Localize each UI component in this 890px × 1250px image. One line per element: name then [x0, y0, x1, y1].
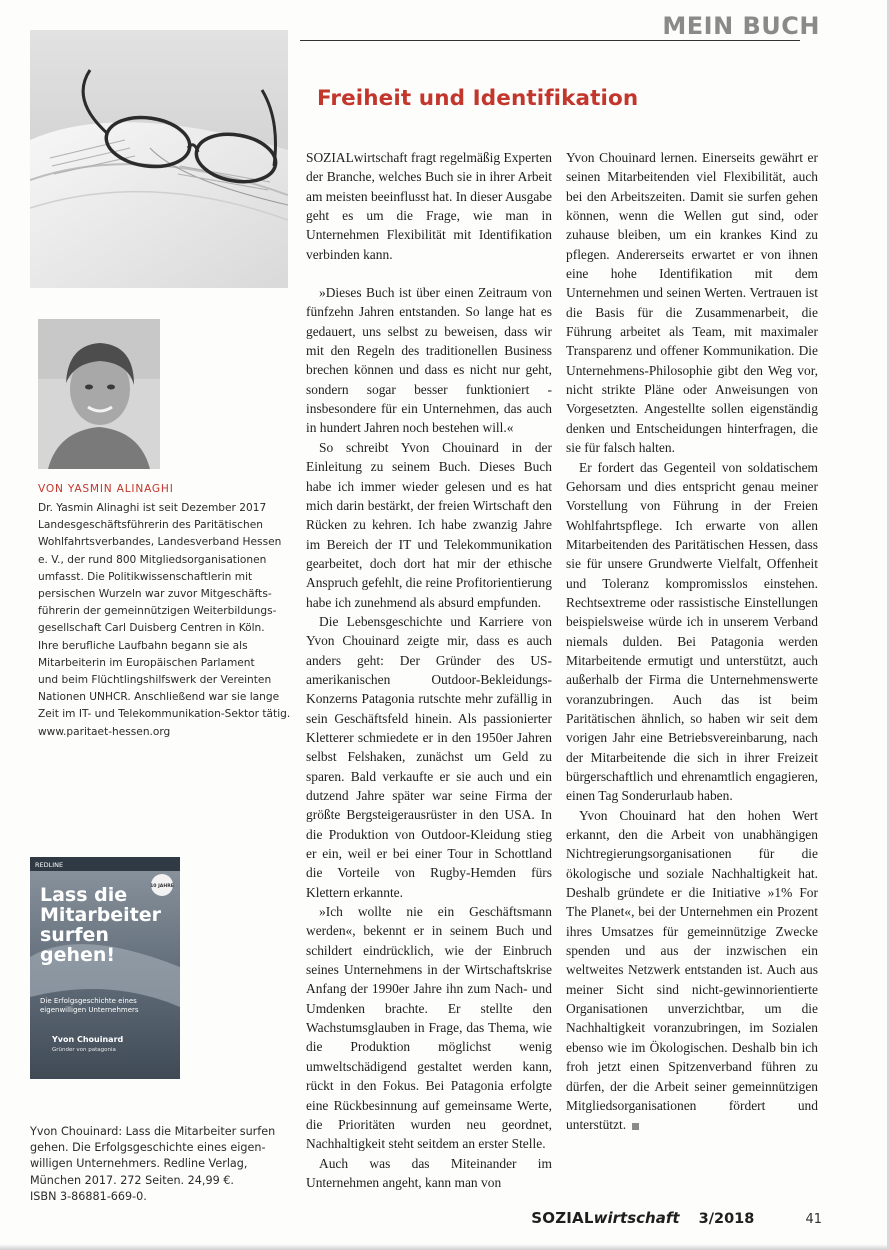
- author-bio-line: e. V., der rund 800 Mitgliedsorganisationen: [38, 553, 267, 566]
- author-bio-line: Dr. Yasmin Alinaghi ist seit Dezember 2017: [38, 502, 267, 514]
- cover-subtitle-line: eigenwilligen Unternehmers: [40, 1006, 139, 1014]
- portrait-illustration: [38, 319, 160, 469]
- header-rule: [300, 40, 800, 41]
- author-bio-line: gesellschaft Carl Duisberg Centren in Köln.: [38, 622, 265, 635]
- page-footer: [531, 1208, 822, 1227]
- author-bio-line: Ihre berufliche Laufbahn begann sie als: [38, 639, 248, 652]
- book-caption-line: München 2017. 272 Seiten. 24,99 €.: [30, 1173, 234, 1187]
- book-caption: [30, 1124, 290, 1205]
- book-caption-line: ISBN 3-86881-669-0.: [30, 1189, 147, 1203]
- author-bio: [38, 500, 298, 741]
- book-cover-illustration: [30, 857, 180, 1079]
- cover-title-line: gehen!: [40, 944, 116, 966]
- author-bio-line: Zeit im IT- und Telekommunikation-Sektor tätig.: [38, 708, 291, 721]
- author-bio-line: Mitarbeiterin im Europäischen Parlament: [38, 656, 255, 669]
- article-paragraph: Yvon Chouinard hat den hohen Wert erkannt, den die Arbeit von unabhängigen Nichtregierungsorganisationen für die ökologische und soziale Nachhaltigkeit hat. Deshalb gründete er die Initiative »1% For The Planet«, bei der Unternehmen ein Prozent ihres Umsatzes für gemeinnützige Zwecke spenden und aus der inzwischen ein weltweites Netzwerk entstanden ist. Auch aus meiner Sicht sind nicht-gewinnorientierte Organisationen unverzichtbar, um die Nachhaltigkeit voranzubringen, im Sozialen ebenso wie im Ökologischen. Deshalb bin ich froh jetzt einen Spitzenverband führen zu dürfen, der die Arbeit seiner gemeinnützigen Mitgliedsorganisationen fördert und unterstützt.: [566, 807, 818, 1133]
- cover-author: Yvon Chouinard: [52, 1035, 124, 1044]
- article-paragraph: »Ich wollte nie ein Geschäftsmann werden«, bekennt er in seinem Buch und schildert eindrücklich, wie der Einbruch seines Unternehmens in der Wirtschaftskrise Anfang der 1990er Jahre ihn zum Nach- und Umdenken brachte. Er stellte den Wachstumsglauben in Frage, das Thema, wie die Produktion möglichst wenig umweltschädigend gestaltet werden kann, rückt in den Fokus. Bei Patagonia erfolgte eine Rückbesinnung auf gemeinsame Werte, die Prioritäten wurden neu geordnet, Nachhaltigkeit steht seitdem an erster Stelle.: [306, 904, 552, 1152]
- article-paragraph: »Dieses Buch ist über einen Zeitraum von fünfzehn Jahren entstanden. So lange hat es gedauert, uns selbst zu beweisen, dass wir mit den Regeln des traditionellen Business brechen können und dass es nicht nur geht, sondern sogar besser funktioniert - insbesondere für ein Unternehmen, das auch in hundert Jahren noch bestehen will.«: [306, 285, 552, 436]
- end-of-article-square-icon: [632, 1123, 639, 1130]
- section-label: MEIN BUCH: [662, 12, 820, 40]
- book-caption-line: gehen. Die Erfolgsgeschichte eines eigen-: [30, 1141, 266, 1155]
- article-paragraph: So schreibt Yvon Chouinard in der Einleitung zu seinem Buch. Dieses Buch habe ich immer wieder gelesen und es hat mich darin bestärkt, der freien Wirtschaft den Rücken zu kehren. Ich habe zwanzig Jahre im Bereich der IT und Telekommunikation gearbeitet, doch dort hat mir der ethische Anspruch gefehlt, die reine Profitorientierung habe ich zunehmend als absurd empfunden.: [306, 439, 552, 610]
- article-paragraph: Die Lebensgeschichte und Karriere von Yvon Chouinard zeigte mir, dass es auch anders geht: Der Gründer des US-amerikanischen Outdoor-Bekleidungs-Konzerns Patagonia rutschte mehr zufällig in sein Geschäftsfeld hinein. Als passionierter Kletterer schmiedete er in den 1950er Jahren selbst Felshaken, zunächst um Geld zu sparen. Bald verkaufte er sie auch und ein dutzend Jahre später war seine Firma der größte Bergsteigerausrüster in den USA. In die Produktion von Outdoor-Kleidung stieg er ein, weil er bei einer Tour in Schottland die Vorteile von Rugby-Hemden fürs Klettern erkannte.: [306, 613, 552, 900]
- author-bio-line: und beim Flüchtlingshilfswerk der Vereinten: [38, 674, 272, 687]
- cover-title-line: Lass die: [40, 884, 128, 906]
- author-bio-line: führerin der gemeinnützigen Weiterbildungs-: [38, 605, 277, 618]
- cover-title-line: surfen: [40, 924, 109, 946]
- article-paragraph: Er fordert das Gegenteil von soldatischem Gehorsam und dies entspricht genau meiner Vorstellung von Führung in der Freien Wohlfahrtspflege. Ich erwarte von allen Mitarbeitenden des Paritätischen Hessen, dass sie für unsere Grundwerte Vielfalt, Offenheit und Toleranz kompromisslos einstehen. Rechtsextreme oder rassistische Einstellungen beispielsweise würde ich in unserem Verband niemals dulden. Bei Patagonia werden Mitarbeitende ermutigt und unterstützt, auch außerhalb der Firma die Unternehmenswerte voranzubringen. Auch das ist beim Paritätischen ähnlich, so haben wir seit dem vorigen Jahr eine Betriebsvereinbarung, nach der Mitarbeitende die sich in ihrer Freizeit bürgerschaftlich und ehrenamtlich engagieren, einen Tag Sonderurlaub haben.: [566, 459, 818, 804]
- footer-brand-italic: wirtschaft: [593, 1209, 680, 1227]
- footer-brand-bold: SOZIAL: [531, 1209, 594, 1227]
- page-number: 41: [805, 1212, 822, 1227]
- cover-author-tag: Gründer von patagonia: [52, 1047, 116, 1053]
- author-bio-line: persischen Wurzeln war zuvor Mitgeschäfts-: [38, 588, 272, 601]
- book-cover: [30, 857, 180, 1079]
- article-title: Freiheit und Identifikation: [317, 86, 639, 111]
- author-bio-line: umfasst. Die Politikwissenschaftlerin mit: [38, 570, 253, 583]
- cover-subtitle-line: Die Erfolgsgeschichte eines: [40, 997, 137, 1005]
- article-paragraph: Yvon Chouinard lernen. Einerseits gewährt er seinen Mitarbeitenden viel Flexibilität, auch bei den Arbeitszeiten. Damit sie surfen gehen können, wenn die Wellen gut sind, oder zuhause bleiben, um ein krankes Kind zu pflegen. Andererseits erwartet er von ihnen eine hohe Identifikation mit dem Unternehmen und seinen Werten. Vertrauen ist die Basis für die Zusammenarbeit, die Führung arbeitet als Team, mit maximaler Transparenz und offener Kommunikation. Die Unternehmens-Philosophie gibt den Weg vor, nicht strikte Pläne oder Anweisungen von Vorgesetzten. Angestellte sollen eigenständig denken und Entscheidungen hinterfragen, die sie für falsch halten.: [566, 150, 818, 456]
- author-bio-line: www.paritaet-hessen.org: [38, 725, 171, 738]
- author-portrait-photo: [38, 319, 160, 469]
- footer-issue: 3/2018: [698, 1211, 755, 1227]
- book-caption-line: willigen Unternehmers. Redline Verlag,: [30, 1157, 248, 1171]
- hero-photo-glasses-on-book: [30, 30, 288, 288]
- article-paragraph: SOZIALwirtschaft fragt regelmäßig Experten der Branche, welches Buch sie in ihrer Arbeit am meisten beeinflusst hat. In dieser Ausgabe geht es um die Frage, wie man in Unternehmen Flexibilität mit Identifikation verbinden kann.: [306, 150, 552, 262]
- author-byline: VON YASMIN ALINAGHI: [38, 483, 174, 495]
- article-paragraph: Auch was das Miteinander im Unternehmen angeht, kann man von: [306, 1155, 552, 1190]
- cover-title-line: Mitarbeiter: [40, 904, 162, 926]
- cover-badge: 10 JAHRE: [150, 884, 174, 889]
- article-column-1: [306, 148, 552, 1192]
- author-bio-line: Landesgeschäftsführerin des Paritätischen: [38, 519, 263, 532]
- author-bio-line: Wohlfahrtsverbandes, Landesverband Hessen: [38, 536, 282, 549]
- book-caption-line: Yvon Chouinard: Lass die Mitarbeiter surfen: [30, 1125, 276, 1138]
- glasses-book-illustration: [30, 30, 288, 288]
- cover-publisher: REDLINE: [35, 861, 64, 869]
- scan-shadow: [0, 1244, 890, 1250]
- article-column-2: [566, 148, 818, 1135]
- author-bio-line: Nationen UNHCR. Anschließend war sie lange: [38, 691, 280, 704]
